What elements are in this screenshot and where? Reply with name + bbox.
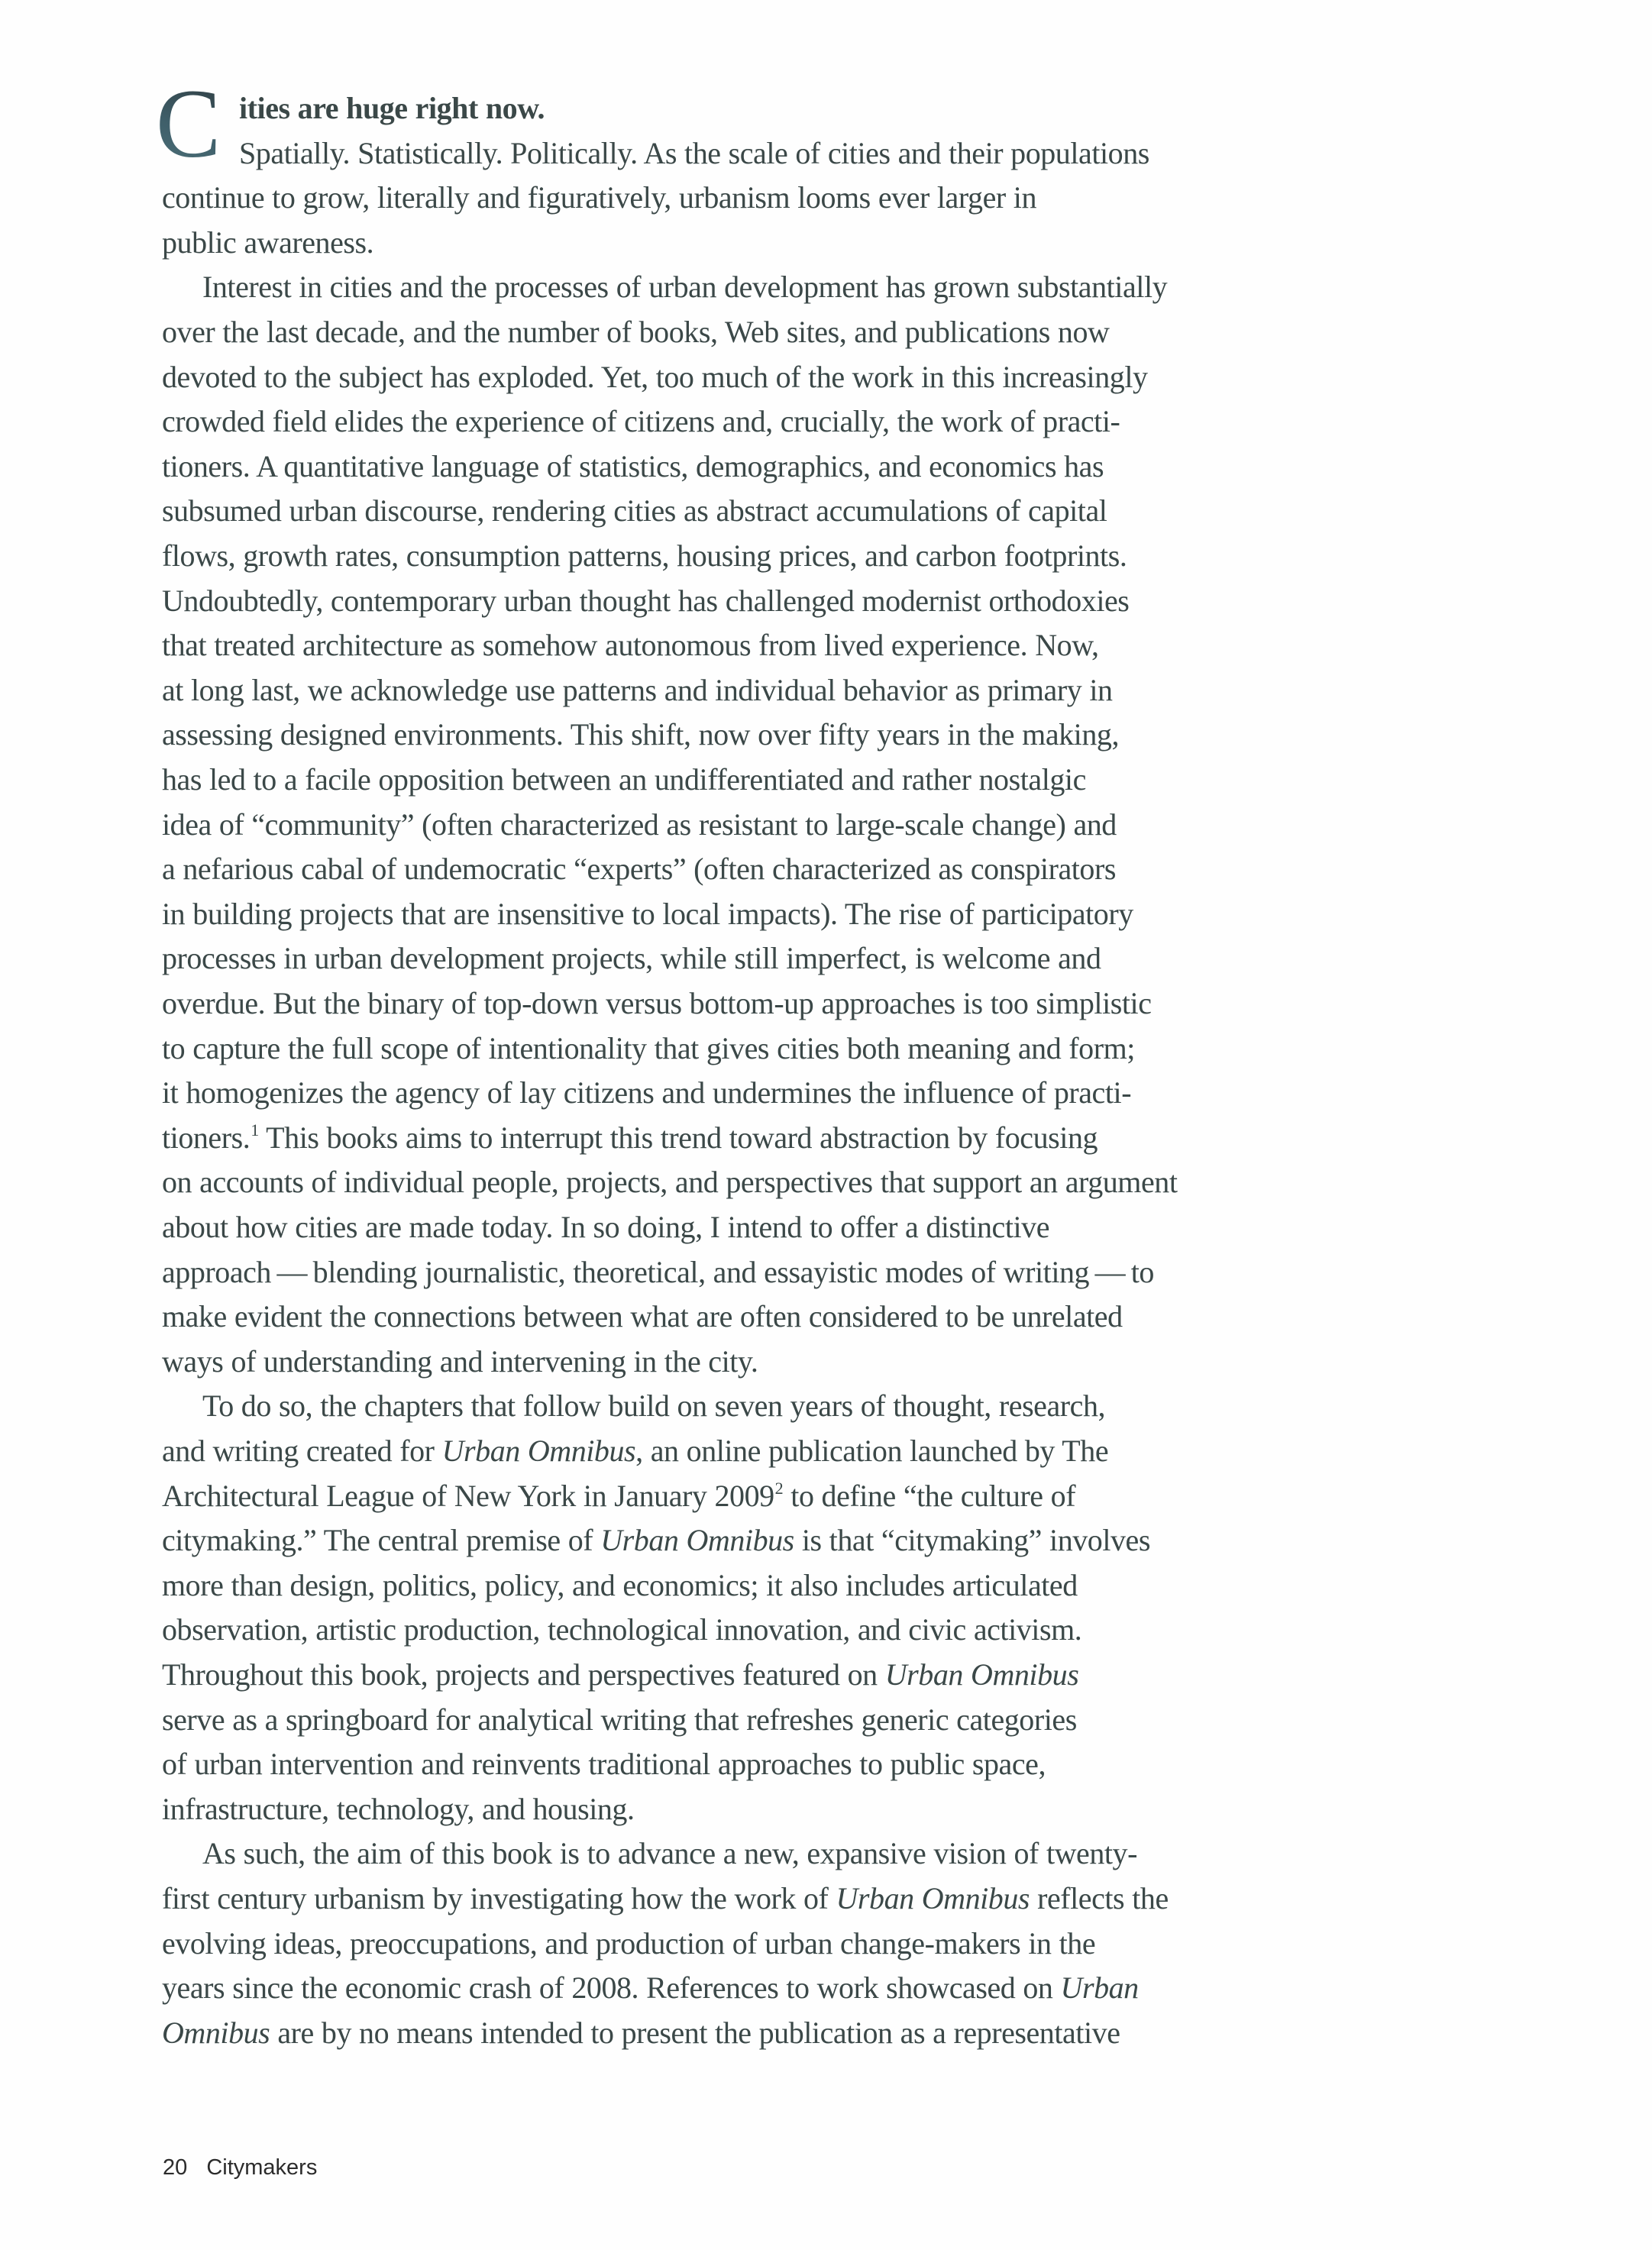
text-line	[162, 1075, 1132, 1110]
text-segment: evolving ideas, preoccupations, and production of urban change-makers in the	[162, 1925, 1096, 1961]
text-line	[162, 406, 1120, 437]
text-segment: Throughout this book, projects and perspectives featured on	[162, 1657, 885, 1692]
text-segment: on accounts of individual people, projects, and perspectives that support an argument	[162, 1165, 1178, 1200]
text-line	[162, 1167, 1177, 1198]
text-line	[162, 1254, 1154, 1289]
text-line	[162, 1925, 1096, 1961]
text-line	[162, 1702, 1077, 1737]
text-segment: Architectural League of New York in January 2009	[162, 1478, 774, 1513]
text-segment: This books aims to interrupt this trend toward abstraction by focusing	[258, 1120, 1098, 1155]
text-line	[162, 943, 1101, 974]
text-segment: years since the economic crash of 2008. References to work showcased on	[162, 1970, 1061, 2006]
text-line	[162, 1525, 1150, 1556]
text-line	[202, 1388, 1106, 1424]
text-line	[162, 180, 1037, 215]
text-line	[239, 135, 1149, 170]
text-line	[162, 719, 1119, 750]
text-line	[162, 1120, 1098, 1155]
text-segment: infrastructure, technology, and housing.	[162, 1791, 635, 1826]
text-line	[162, 1612, 1082, 1647]
text-segment: ways of understanding and intervening in the city.	[162, 1343, 758, 1379]
text-segment: ities are huge right now.	[239, 91, 545, 125]
drop-cap: C	[156, 70, 221, 178]
text-segment: To do so, the chapters that follow build on seven years of thought, research,	[202, 1388, 1106, 1424]
text-line	[239, 93, 545, 124]
text-segment: make evident the connections between what are often considered to be unrelated	[162, 1299, 1123, 1334]
text-segment: Interest in cities and the processes of urban development has grown substantially	[202, 270, 1168, 305]
running-title: Citymakers	[206, 2155, 318, 2180]
text-line	[162, 1436, 1108, 1466]
text-line	[162, 852, 1116, 887]
text-line	[162, 583, 1130, 618]
text-line	[162, 630, 1099, 661]
text-segment: more than design, politics, policy, and economics; it also includes articulated	[162, 1567, 1078, 1602]
text-line	[162, 762, 1086, 797]
text-line	[202, 1838, 1137, 1869]
text-line	[162, 1212, 1049, 1243]
text-segment: a nefarious cabal of undemocratic “experts” (often characterized as conspirators	[162, 852, 1116, 887]
text-segment: processes in urban development projects, while still imperfect, is welcome and	[162, 941, 1101, 976]
italic-title: Urban Omnibus	[836, 1881, 1030, 1915]
text-line	[162, 359, 1148, 394]
text-segment: flows, growth rates, consumption patterns, housing prices, and carbon footprints.	[162, 538, 1127, 573]
text-segment: crowded field elides the experience of citizens and, crucially, the work of practi-	[162, 404, 1120, 439]
text-line	[162, 2015, 1120, 2050]
text-segment: , an online publication launched by The	[635, 1434, 1109, 1468]
text-segment: to capture the full scope of intentionality that gives cities both meaning and form;	[162, 1030, 1135, 1065]
text-line	[162, 1478, 1076, 1513]
page-footer	[163, 2155, 317, 2180]
italic-title: Urban Omnibus	[441, 1434, 636, 1468]
text-segment: tioners. A quantitative language of statistics, demographics, and economics has	[162, 448, 1104, 483]
footnote-marker: 2	[774, 1479, 784, 1498]
italic-title: Urban Omnibus	[600, 1523, 794, 1558]
text-segment: devoted to the subject has exploded. Yet, too much of the work in this increasingly	[162, 359, 1148, 394]
text-segment: about how cities are made today. In so doing, I intend to offer a distinctive	[162, 1210, 1050, 1244]
text-segment: in building projects that are insensitive to local impacts). The rise of participatory	[162, 896, 1133, 931]
text-segment: continue to grow, literally and figuratively, urbanism looms ever larger in	[162, 180, 1037, 215]
text-segment: and writing created for	[162, 1434, 442, 1468]
text-line	[162, 896, 1133, 931]
text-line	[162, 538, 1127, 573]
text-line	[162, 988, 1152, 1019]
text-segment: Spatially. Statistically. Politically. As the scale of cities and their populations	[239, 135, 1149, 170]
text-segment: Undoubtedly, contemporary urban thought has challenged modernist orthodoxies	[162, 583, 1130, 618]
text-segment: that treated architecture as somehow autonomous from lived experience. Now,	[162, 628, 1099, 663]
text-line	[162, 317, 1109, 348]
text-segment: it homogenizes the agency of lay citizens and undermines the influence of practi-	[162, 1075, 1132, 1110]
italic-title: Urban	[1060, 1970, 1139, 2006]
text-segment: tioners.	[162, 1120, 251, 1155]
text-segment: is that “citymaking” involves	[794, 1523, 1150, 1558]
text-segment: at long last, we acknowledge use patterns and individual behavior as primary in	[162, 672, 1113, 707]
text-line	[162, 1749, 1046, 1780]
italic-title: Urban Omnibus	[884, 1657, 1079, 1692]
text-line	[162, 1791, 635, 1826]
text-segment: As such, the aim of this book is to advance a new, expansive vision of twenty-	[202, 1836, 1137, 1871]
text-segment: citymaking.” The central premise of	[162, 1523, 601, 1558]
text-line	[162, 1343, 758, 1379]
text-segment: over the last decade, and the number of books, Web sites, and publications now	[162, 315, 1110, 349]
text-segment: assessing designed environments. This shift, now over fifty years in the making,	[162, 717, 1119, 752]
text-line	[162, 672, 1113, 707]
text-line	[162, 1567, 1078, 1602]
text-segment: approach — blending journalistic, theoretical, and essayistic modes of writing — to	[162, 1254, 1154, 1289]
text-segment: serve as a springboard for analytical writing that refreshes generic categories	[162, 1702, 1077, 1737]
text-line	[162, 1883, 1169, 1914]
text-line	[162, 807, 1117, 842]
footnote-marker: 1	[251, 1120, 259, 1140]
text-line	[202, 270, 1168, 305]
text-segment: are by no means intended to present the publication as a representative	[270, 2015, 1120, 2050]
text-segment: observation, artistic production, technological innovation, and civic activism.	[162, 1612, 1082, 1647]
text-segment: subsumed urban discourse, rendering cities as abstract accumulations of capital	[162, 493, 1107, 529]
text-segment: has led to a facile opposition between an undifferentiated and rather nostalgic	[162, 762, 1086, 797]
text-line	[162, 225, 374, 260]
page-number: 20	[163, 2155, 188, 2180]
text-line	[162, 1970, 1139, 2006]
italic-title: Omnibus	[162, 2015, 270, 2050]
text-segment: idea of “community” (often characterized as resistant to large-scale change) and	[162, 807, 1117, 842]
text-line	[162, 448, 1104, 483]
text-segment: first century urbanism by investigating how the work of	[162, 1881, 836, 1915]
text-line	[162, 493, 1107, 529]
text-segment: reflects the	[1030, 1881, 1169, 1915]
text-line	[162, 1030, 1135, 1065]
text-segment: of urban intervention and reinvents traditional approaches to public space,	[162, 1747, 1046, 1782]
text-line	[162, 1657, 1079, 1692]
text-segment: overdue. But the binary of top-down versus bottom-up approaches is too simplistic	[162, 986, 1152, 1020]
text-line	[162, 1301, 1123, 1332]
text-segment: public awareness.	[162, 225, 374, 260]
text-segment: to define “the culture of	[783, 1478, 1076, 1513]
